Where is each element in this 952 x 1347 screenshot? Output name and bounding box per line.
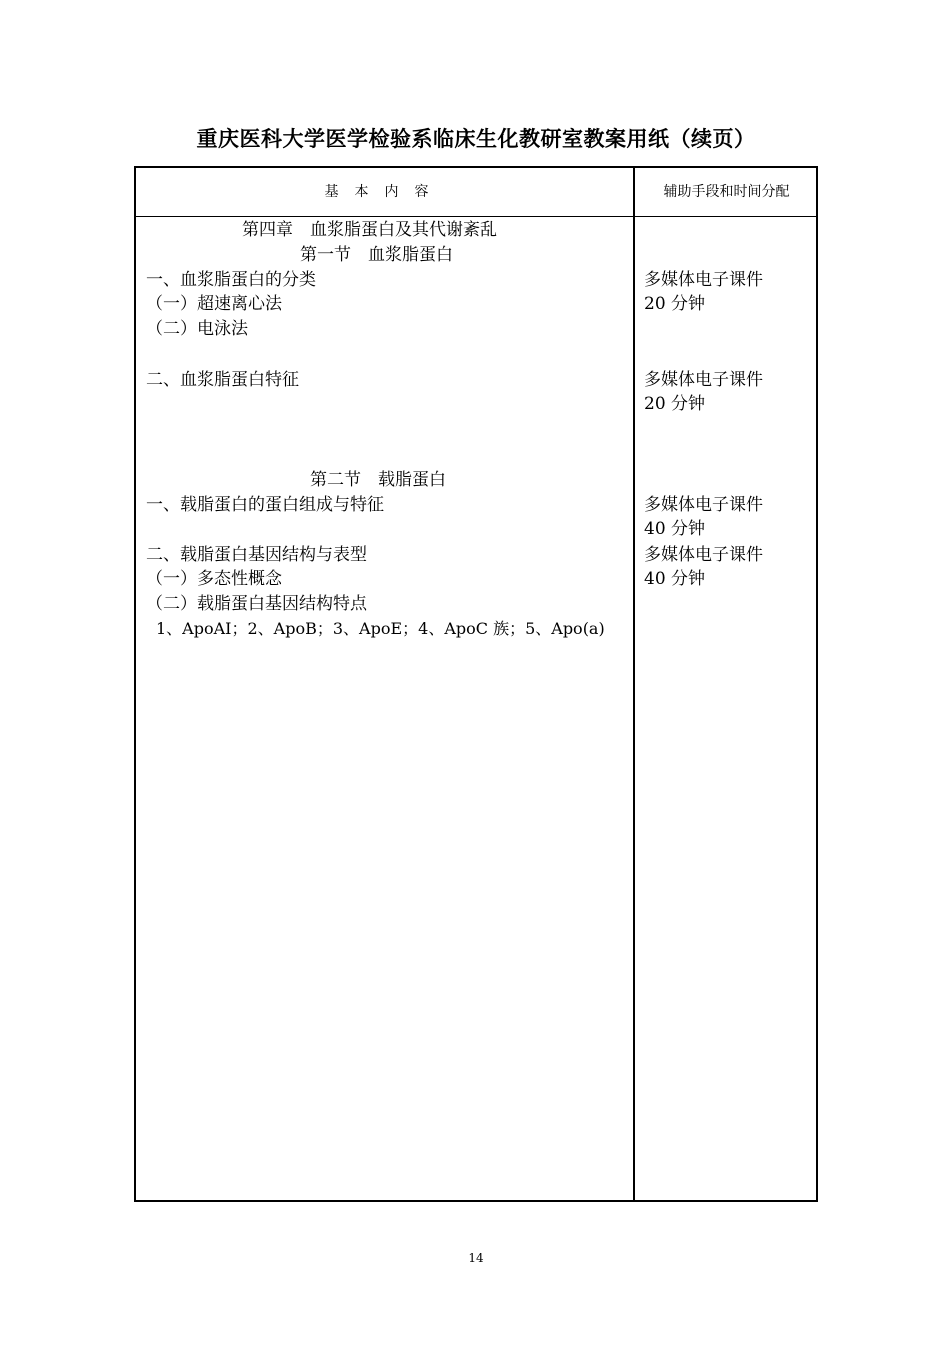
content-line-item1-sub2: （二）电泳法	[146, 319, 248, 339]
header-divider	[136, 216, 816, 217]
aux-time-1: 20 分钟	[644, 294, 706, 314]
aux-method-4: 多媒体电子课件	[644, 545, 763, 565]
page-number: 14	[468, 1251, 484, 1265]
aux-method-3: 多媒体电子课件	[644, 495, 763, 515]
header-aux-time: 辅助手段和时间分配	[663, 184, 790, 200]
content-line-item4-sub2: （二）载脂蛋白基因结构特点	[146, 594, 367, 614]
content-line-item2: 二、血浆脂蛋白特征	[146, 370, 299, 390]
content-line-item4-list: 1、ApoAI；2、ApoB；3、ApoE；4、ApoC 族；5、Apo(a)	[156, 619, 605, 638]
header-basic-content: 基本内容	[324, 184, 445, 200]
section-heading-2: 第二节 载脂蛋白	[310, 470, 446, 490]
aux-time-3: 40 分钟	[644, 519, 706, 539]
content-line-item1-sub1: （一）超速离心法	[146, 294, 282, 314]
content-line-item1: 一、血浆脂蛋白的分类	[146, 270, 316, 290]
section-heading-1: 第一节 血浆脂蛋白	[300, 245, 453, 265]
aux-method-1: 多媒体电子课件	[644, 270, 763, 290]
content-line-item3: 一、载脂蛋白的蛋白组成与特征	[146, 495, 384, 515]
aux-time-4: 40 分钟	[644, 569, 706, 589]
content-line-item4: 二、载脂蛋白基因结构与表型	[146, 545, 367, 565]
content-line-item4-sub1: （一）多态性概念	[146, 569, 282, 589]
document-title: 重庆医科大学医学检验系临床生化教研室教案用纸（续页）	[196, 127, 756, 151]
column-divider	[633, 168, 635, 1200]
lesson-plan-table	[134, 166, 818, 1202]
chapter-heading: 第四章 血浆脂蛋白及其代谢紊乱	[242, 220, 497, 240]
aux-time-2: 20 分钟	[644, 394, 706, 414]
aux-method-2: 多媒体电子课件	[644, 370, 763, 390]
